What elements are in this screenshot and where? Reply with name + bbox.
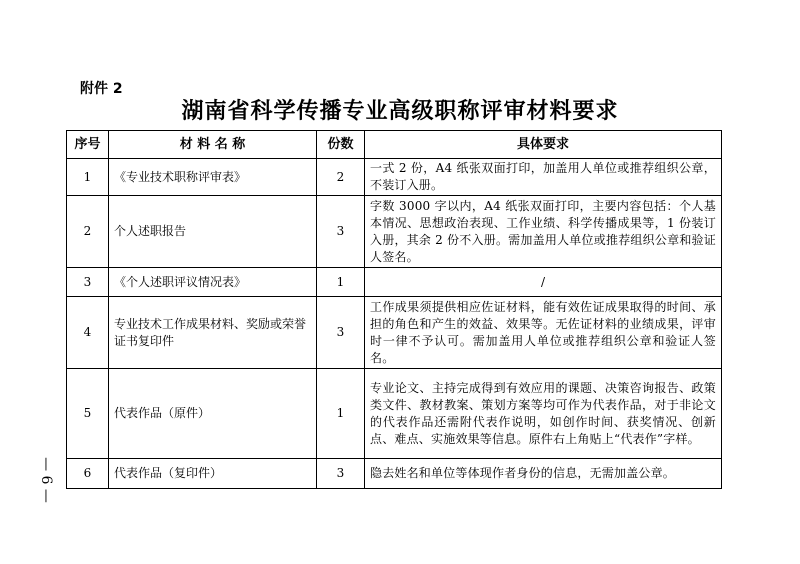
row-no: 1	[67, 159, 109, 196]
row-requirement: /	[365, 268, 722, 297]
row-no: 5	[67, 369, 109, 459]
row-count: 3	[317, 196, 365, 268]
row-no: 6	[67, 459, 109, 489]
row-material-name: 个人述职报告	[109, 196, 317, 268]
page-number: — 6 —	[38, 457, 54, 503]
row-material-name: 代表作品（复印件）	[109, 459, 317, 489]
row-material-name: 《专业技术职称评审表》	[109, 159, 317, 196]
row-requirement: 工作成果须提供相应佐证材料，能有效佐证成果取得的时间、承担的角色和产生的效益、效果等。无佐证材料的业绩成果，评审时一律不予认可。需加盖用人单位或推荐组织公章和验证人签名。	[365, 297, 722, 369]
table-header-row	[67, 131, 722, 159]
requirements-table	[66, 130, 722, 489]
document-title: 湖南省科学传播专业高级职称评审材料要求	[181, 98, 619, 124]
header-count: 份数	[317, 131, 365, 159]
row-no: 2	[67, 196, 109, 268]
table-row	[67, 159, 722, 196]
header-material-name: 材 料 名 称	[109, 131, 317, 159]
row-count: 3	[317, 297, 365, 369]
table-row	[67, 297, 722, 369]
row-no: 4	[67, 297, 109, 369]
row-material-name: 《个人述职评议情况表》	[109, 268, 317, 297]
table-row	[67, 459, 722, 489]
table-row	[67, 196, 722, 268]
row-no: 3	[67, 268, 109, 297]
row-material-name: 代表作品（原件）	[109, 369, 317, 459]
header-no: 序号	[67, 131, 109, 159]
row-count: 2	[317, 159, 365, 196]
row-count: 1	[317, 369, 365, 459]
row-requirement: 专业论文、主持完成得到有效应用的课题、决策咨询报告、政策类文件、教材教案、策划方案等均可作为代表作品，对于非论文的代表作品还需附代表作说明，如创作时间、获奖情况、创新点、难点、实施效果等信息。原件右上角贴上“代表作”字样。	[365, 369, 722, 459]
row-material-name: 专业技术工作成果材料、奖励或荣誉证书复印件	[109, 297, 317, 369]
row-count: 3	[317, 459, 365, 489]
row-requirement: 一式 2 份，A4 纸张双面打印，加盖用人单位或推荐组织公章，不装订入册。	[365, 159, 722, 196]
row-requirement: 隐去姓名和单位等体现作者身份的信息，无需加盖公章。	[365, 459, 722, 489]
attachment-label: 附件 2	[80, 81, 123, 97]
table-row	[67, 268, 722, 297]
row-count: 1	[317, 268, 365, 297]
header-requirement: 具体要求	[365, 131, 722, 159]
table-row	[67, 369, 722, 459]
row-requirement: 字数 3000 字以内，A4 纸张双面打印，主要内容包括：个人基本情况、思想政治表现、工作业绩、科学传播成果等，1 份装订入册，其余 2 份不入册。需加盖用人单位或推荐组织公章和验证人签名。	[365, 196, 722, 268]
